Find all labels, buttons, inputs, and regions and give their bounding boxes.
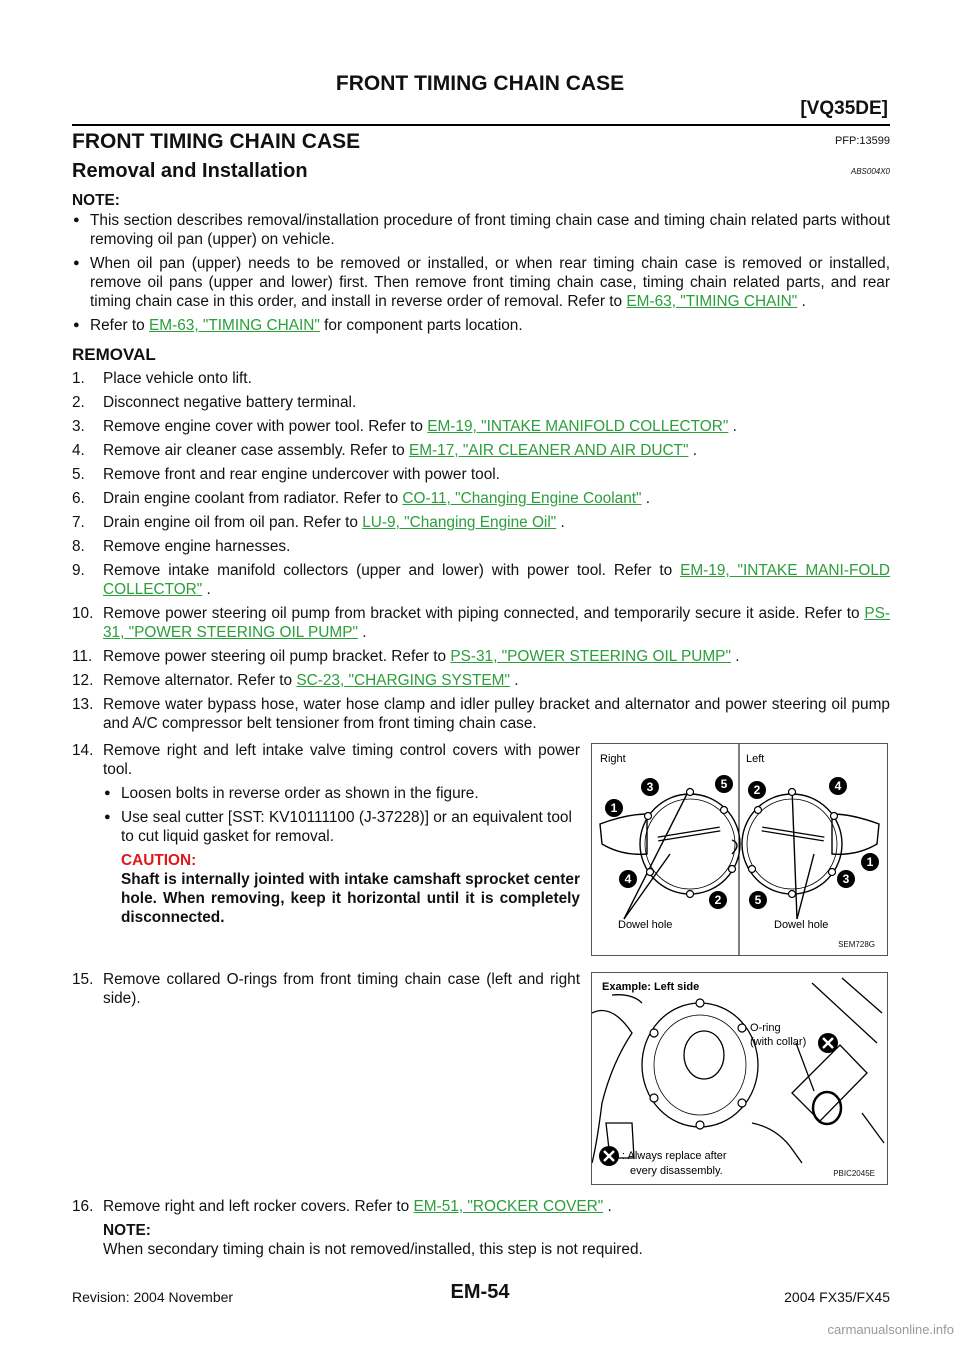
- step-item: 12. Remove alternator. Refer to SC-23, "CHARGING SYSTEM" .: [72, 672, 519, 689]
- dowel-hole-right: Dowel hole: [618, 919, 673, 931]
- left-bolt-num: 4: [834, 779, 842, 793]
- section-code: PFP:13599: [834, 135, 890, 147]
- step-item: 13. Remove water bypass hose, water hose clamp and idler pulley bracket and alternator and power steering oil pump and A/C compressor belt tensioner from front timing chain case.: [72, 696, 890, 732]
- bullet-item: ● Loosen bolts in reverse order as shown in the figure.: [103, 784, 580, 803]
- figure-title: Example: Left side: [602, 981, 700, 993]
- step-14: [72, 741, 580, 927]
- step-16: [72, 1197, 890, 1259]
- header-model: [VQ35DE]: [800, 98, 888, 119]
- link-em63[interactable]: EM-63, "TIMING CHAIN": [149, 317, 320, 334]
- note-label: NOTE:: [103, 1222, 151, 1239]
- right-bolt-num: 5: [720, 777, 728, 791]
- o-ring-sub-label: (with collar): [750, 1036, 807, 1048]
- steps-list: [72, 369, 890, 733]
- legend-line-2: every disassembly.: [630, 1165, 723, 1177]
- step-item: 9. Remove intake manifold collectors (upper and lower) with power tool. Refer to EM-19, "INTAKE MANI-FOLD COLLECTOR" .: [72, 562, 890, 598]
- note-text: When secondary timing chain is not removed/installed, this step is not required.: [103, 1241, 643, 1258]
- step-15: [72, 970, 580, 1008]
- link-em63[interactable]: EM-63, "TIMING CHAIN": [626, 293, 798, 310]
- link-em19[interactable]: EM-19, "INTAKE MANIFOLD COLLECTOR": [427, 418, 729, 435]
- left-bolt-num: 1: [866, 855, 874, 869]
- footer-revision: Revision: 2004 November: [72, 1289, 234, 1305]
- right-bolt-num: 2: [714, 893, 722, 907]
- main-body: [72, 191, 890, 733]
- step-item: 5. Remove front and rear engine undercover with power tool.: [72, 466, 500, 483]
- link-em19[interactable]: EM-19, "INTAKE MANI-FOLD COLLECTOR": [103, 562, 890, 598]
- step-item: 1. Place vehicle onto lift.: [72, 370, 252, 387]
- subsection-code: ABS004X0: [850, 167, 890, 176]
- header-rule: [72, 124, 890, 126]
- left-bolt-num: 2: [753, 783, 761, 797]
- bullet-item: ● Use seal cutter [SST: KV10111100 (J-37228)] or an equivalent tool to cut liquid gasket for removal.: [103, 808, 580, 846]
- link-em17[interactable]: EM-17, "AIR CLEANER AND AIR DUCT": [408, 442, 689, 459]
- step-item: 2. Disconnect negative battery terminal.: [72, 394, 357, 411]
- step-item: 11. Remove power steering oil pump bracket. Refer to PS-31, "POWER STEERING OIL PUMP" .: [72, 648, 740, 665]
- figure-o-ring: [591, 972, 888, 1185]
- link-lu9[interactable]: LU-9, "Changing Engine Oil": [362, 514, 557, 531]
- link-ps31[interactable]: PS-31, "POWER STEERING OIL PUMP": [450, 648, 731, 665]
- step-item: 15. Remove collared O-rings from front timing chain case (left and right side).: [72, 971, 580, 1007]
- cover-diagram: [592, 744, 887, 955]
- figure-code: SEM728G: [838, 940, 875, 949]
- step-item: 3. Remove engine cover with power tool. Refer to EM-19, "INTAKE MANIFOLD COLLECTOR" .: [72, 418, 737, 435]
- left-bolt-num: 5: [754, 893, 762, 907]
- step-item: 10. Remove power steering oil pump from bracket with piping connected, and temporarily secure it aside. Refer to PS-31, "POWER STEERING OIL PUMP" .: [72, 605, 890, 641]
- label-right: Right: [600, 753, 626, 765]
- note-item: ● When oil pan (upper) needs to be removed or installed, or when rear timing chain case is removed or installed, remove oil pans (upper and lower) first. Then remove front timing chain case, timing chain related parts, and rear timing chain case in this order, and install in reverse order of removal. Refer to EM-63, "TIMING CHAIN" .: [72, 254, 890, 311]
- removal-heading: REMOVAL: [72, 345, 156, 364]
- caution-text: Shaft is internally jointed with intake camshaft sprocket center hole. When removing, keep it horizontal until it is completely disconnected.: [121, 871, 580, 926]
- label-left: Left: [746, 753, 765, 765]
- link-co11[interactable]: CO-11, "Changing Engine Coolant": [402, 490, 642, 507]
- subsection-title: Removal and Installation: [72, 160, 308, 182]
- footer-model: 2004 FX35/FX45: [784, 1289, 890, 1305]
- caution-label: CAUTION:: [121, 852, 197, 869]
- step-item: 4. Remove air cleaner case assembly. Refer to EM-17, "AIR CLEANER AND AIR DUCT" .: [72, 442, 697, 459]
- step-item: 8. Remove engine harnesses.: [72, 538, 291, 555]
- watermark: carmanualsonline.info: [827, 1322, 954, 1337]
- left-bolt-num: 3: [842, 872, 850, 886]
- right-bolt-num: 3: [646, 780, 654, 794]
- right-bolt-num: 4: [624, 872, 632, 886]
- dowel-hole-left: Dowel hole: [774, 919, 829, 931]
- step-item: 7. Drain engine oil from oil pan. Refer to LU-9, "Changing Engine Oil" .: [72, 514, 565, 531]
- note-item: ● Refer to EM-63, "TIMING CHAIN" for component parts location.: [72, 316, 890, 335]
- replace-icon: [818, 1033, 838, 1053]
- link-em51[interactable]: EM-51, "ROCKER COVER": [413, 1198, 604, 1215]
- link-ps31[interactable]: PS-31, "POWER STEERING OIL PUMP": [103, 605, 890, 641]
- step-item: 6. Drain engine coolant from radiator. Refer to CO-11, "Changing Engine Coolant" .: [72, 490, 651, 507]
- figure-valve-timing-covers: [591, 743, 888, 956]
- replace-legend-icon: [599, 1146, 619, 1166]
- o-ring-label: O-ring: [750, 1022, 781, 1034]
- header-title: FRONT TIMING CHAIN CASE: [335, 72, 625, 95]
- step-item: 16. Remove right and left rocker covers. Refer to EM-51, "ROCKER COVER" .: [72, 1198, 612, 1215]
- figure-code: PBIC2045E: [833, 1169, 875, 1178]
- link-sc23[interactable]: SC-23, "CHARGING SYSTEM": [296, 672, 510, 689]
- note-item: ● This section describes removal/installation procedure of front timing chain case and timing chain related parts without removing oil pan (upper) on vehicle.: [72, 211, 890, 249]
- o-ring-diagram: [592, 973, 887, 1184]
- section-title: FRONT TIMING CHAIN CASE: [72, 130, 361, 153]
- right-bolt-num: 1: [610, 801, 618, 815]
- legend-line-1: : Always replace after: [622, 1150, 727, 1162]
- step-item: 14. Remove right and left intake valve timing control covers with power tool.: [72, 742, 580, 778]
- footer-page-number: EM-54: [450, 1281, 510, 1303]
- note-label: NOTE:: [72, 192, 120, 209]
